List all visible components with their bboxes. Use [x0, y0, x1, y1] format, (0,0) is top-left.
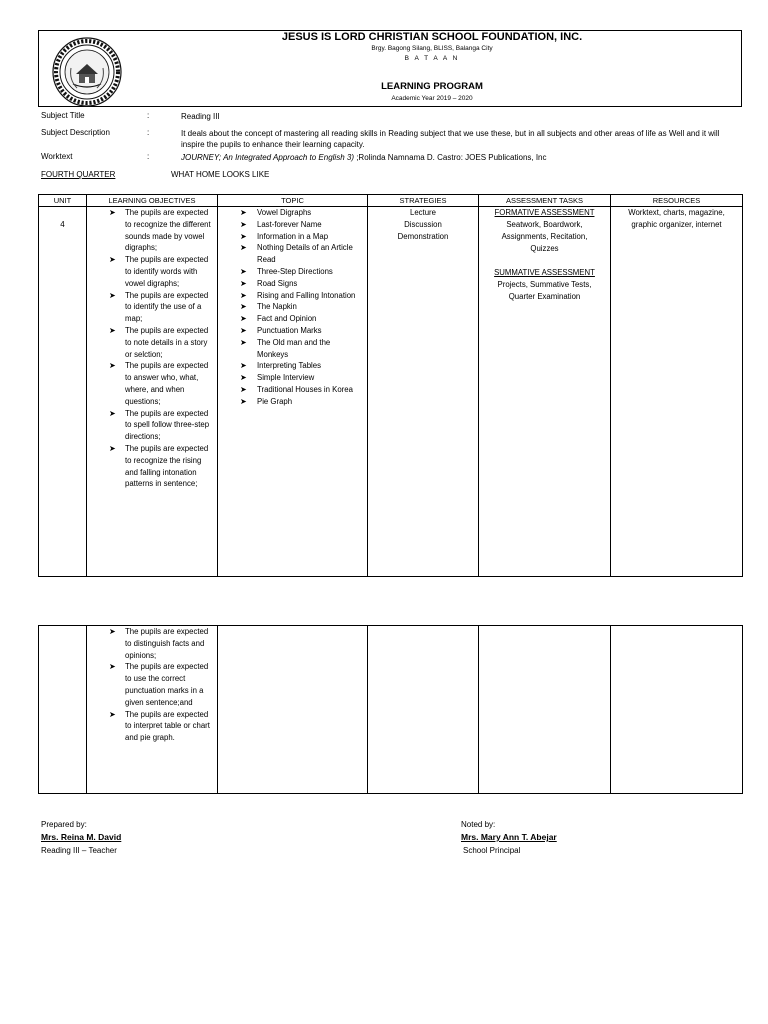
arrowhead-bullet-icon: ➤: [240, 373, 247, 383]
school-name: JESUS IS LORD CHRISTIAN SCHOOL FOUNDATION, INC.: [281, 31, 583, 43]
arrowhead-bullet-icon: ➤: [240, 337, 247, 347]
list-item: [218, 313, 367, 325]
strategies-cell: [368, 207, 479, 577]
subject-title-label: Subject Title: [41, 111, 85, 120]
list-item-text: Three-Step Directions: [257, 266, 333, 276]
noted-by-name: Mrs. Mary Ann T. Abejar: [461, 832, 557, 842]
arrowhead-bullet-icon: ➤: [240, 384, 247, 394]
list-item-text: Road Signs: [257, 278, 298, 288]
learning-program-table-continued: [38, 625, 743, 794]
assessment-cell: [479, 207, 611, 577]
list-item: [87, 207, 217, 254]
objectives-list: [87, 626, 217, 744]
list-item-text: The Old man and the Monkeys: [257, 337, 331, 359]
list-item: [87, 661, 217, 708]
list-item-text: Punctuation Marks: [257, 325, 322, 335]
arrowhead-bullet-icon: ➤: [109, 290, 116, 300]
list-item: [87, 626, 217, 661]
list-item-text: The pupils are expected to note details in a story or selction;: [125, 325, 209, 359]
list-item: [87, 360, 217, 407]
prepared-by-name: Mrs. Reina M. David: [41, 832, 122, 842]
objectives-list: [87, 207, 217, 490]
arrowhead-bullet-icon: ➤: [240, 290, 247, 300]
subject-desc-label: Subject Description: [41, 128, 110, 137]
list-item: [218, 207, 367, 219]
formative-text: Seatwork, Boardwork, Assignments, Recitation, Quizzes: [501, 220, 588, 253]
list-item: [87, 408, 217, 443]
arrowhead-bullet-icon: ➤: [240, 278, 247, 288]
list-item-text: The Napkin: [257, 302, 297, 312]
assessment-cell: [479, 626, 611, 794]
unit-cell: 4: [39, 207, 87, 577]
objectives-cell: [87, 626, 218, 794]
list-item-text: The pupils are expected to interpret table or chart and pie graph.: [125, 709, 210, 743]
list-item: [218, 290, 367, 302]
arrowhead-bullet-icon: ➤: [109, 443, 116, 453]
subject-title-value: Reading III: [181, 112, 220, 121]
arrowhead-bullet-icon: ➤: [109, 361, 116, 371]
school-province: B A T A A N: [404, 55, 460, 62]
column-header: RESOURCES: [611, 195, 743, 207]
summative-text: Projects, Summative Tests, Quarter Examination: [497, 280, 592, 301]
strategies-cell: [368, 626, 479, 794]
worktext-label: Worktext: [41, 152, 73, 161]
topics-cell: [218, 207, 368, 577]
school-address: Brgy. Bagong Silang, BLISS, Balanga City: [371, 45, 493, 52]
prepared-by-role: Reading III – Teacher: [41, 846, 117, 855]
strategy-item: Lecture: [409, 208, 436, 217]
topics-list: [218, 207, 367, 408]
arrowhead-bullet-icon: ➤: [109, 208, 116, 217]
list-item: [87, 709, 217, 744]
list-item: [218, 242, 367, 266]
list-item: [87, 290, 217, 325]
worktext-title: JOURNEY; An Integrated Approach to English 3): [181, 153, 354, 162]
list-item: [87, 325, 217, 360]
colon: :: [147, 111, 150, 120]
colon: :: [147, 128, 150, 137]
topics-cell: [218, 626, 368, 794]
list-item-text: Rising and Falling Intonation: [257, 290, 356, 300]
list-item-text: Fact and Opinion: [257, 314, 317, 324]
school-seal-icon: [44, 36, 130, 108]
summative-label: SUMMATIVE ASSESSMENT: [494, 268, 595, 277]
arrowhead-bullet-icon: ➤: [240, 208, 247, 217]
table-row: [39, 626, 743, 794]
list-item-text: The pupils are expected to identify words with vowel digraphs;: [125, 255, 209, 288]
arrowhead-bullet-icon: ➤: [240, 325, 247, 335]
list-item-text: Interpreting Tables: [257, 361, 322, 371]
objectives-cell: [87, 207, 218, 577]
program-title: LEARNING PROGRAM: [381, 81, 483, 92]
colon: :: [147, 152, 150, 161]
list-item-text: Information in a Map: [257, 231, 329, 241]
list-item: [218, 384, 367, 396]
resources-text: Worktext, charts, magazine, graphic organizer, internet: [628, 208, 725, 229]
list-item: [218, 301, 367, 313]
arrowhead-bullet-icon: ➤: [109, 627, 116, 636]
strategy-item: Discussion: [404, 220, 442, 229]
list-item-text: Vowel Digraphs: [257, 208, 312, 217]
arrowhead-bullet-icon: ➤: [240, 302, 247, 312]
resources-cell: [611, 207, 743, 577]
subject-desc-value: It deals about the concept of mastering all reading skills in Reading subject that we use these, but in all subjects and other areas of life as Well and it will inspire the pupils to enhance their learning capacity.: [181, 129, 720, 149]
worktext-publisher: ;Rolinda Namnama D. Castro: JOES Publications, Inc: [353, 153, 547, 162]
list-item-text: Pie Graph: [257, 396, 293, 406]
column-header: ASSESSMENT TASKS: [479, 195, 611, 207]
list-item-text: The pupils are expected to answer who, what, where, and when questions;: [125, 361, 209, 406]
list-item: [87, 254, 217, 289]
arrowhead-bullet-icon: ➤: [240, 361, 247, 371]
prepared-by-label: Prepared by:: [41, 820, 87, 829]
table-row: [39, 207, 743, 577]
formative-label: FORMATIVE ASSESSMENT: [494, 208, 595, 217]
list-item-text: Traditional Houses in Korea: [257, 384, 353, 394]
arrowhead-bullet-icon: ➤: [240, 314, 247, 324]
list-item: [218, 372, 367, 384]
list-item-text: The pupils are expected to spell follow three-step directions;: [125, 408, 210, 442]
unit-cell: [39, 626, 87, 794]
resources-cell: [611, 626, 743, 794]
list-item-text: Nothing Details of an Article Read: [257, 243, 353, 265]
arrowhead-bullet-icon: ➤: [240, 231, 247, 241]
column-header: UNIT: [39, 195, 87, 207]
arrowhead-bullet-icon: ➤: [240, 243, 247, 253]
table-header-row: [39, 195, 743, 207]
arrowhead-bullet-icon: ➤: [109, 408, 116, 418]
arrowhead-bullet-icon: ➤: [109, 709, 116, 719]
list-item: [218, 266, 367, 278]
learning-program-table: [38, 194, 743, 577]
quarter-theme: WHAT HOME LOOKS LIKE: [171, 170, 270, 179]
arrowhead-bullet-icon: ➤: [109, 255, 116, 265]
noted-by-role: School Principal: [463, 846, 521, 855]
list-item-text: Simple Interview: [257, 373, 315, 383]
academic-year: Academic Year 2019 – 2020: [391, 95, 473, 102]
list-item-text: The pupils are expected to recognize the rising and falling intonation patterns in sentence;: [125, 443, 209, 489]
arrowhead-bullet-icon: ➤: [240, 396, 247, 406]
list-item: [218, 396, 367, 408]
strategy-item: Demonstration: [397, 232, 449, 241]
list-item-text: The pupils are expected to distinguish facts and opinions;: [125, 627, 209, 660]
arrowhead-bullet-icon: ➤: [109, 662, 116, 672]
list-item: [218, 278, 367, 290]
list-item: [218, 231, 367, 243]
column-header: STRATEGIES: [368, 195, 479, 207]
list-item: [218, 360, 367, 372]
list-item: [218, 337, 367, 361]
arrowhead-bullet-icon: ➤: [240, 219, 247, 229]
column-header: TOPIC: [218, 195, 368, 207]
list-item-text: Last-forever Name: [257, 219, 322, 229]
arrowhead-bullet-icon: ➤: [109, 325, 116, 335]
list-item: [218, 325, 367, 337]
list-item-text: The pupils are expected to use the correct punctuation marks in a given sentence;and: [125, 662, 209, 707]
list-item: [87, 443, 217, 490]
list-item-text: The pupils are expected to recognize the different sounds made by vowel digraphs;: [125, 208, 211, 253]
list-item-text: The pupils are expected to identify the use of a map;: [125, 290, 209, 324]
arrowhead-bullet-icon: ➤: [240, 266, 247, 276]
list-item: [218, 219, 367, 231]
column-header: LEARNING OBJECTIVES: [87, 195, 218, 207]
noted-by-label: Noted by:: [461, 820, 496, 829]
quarter-label: FOURTH QUARTER: [41, 170, 116, 179]
worktext-value: [181, 152, 741, 163]
